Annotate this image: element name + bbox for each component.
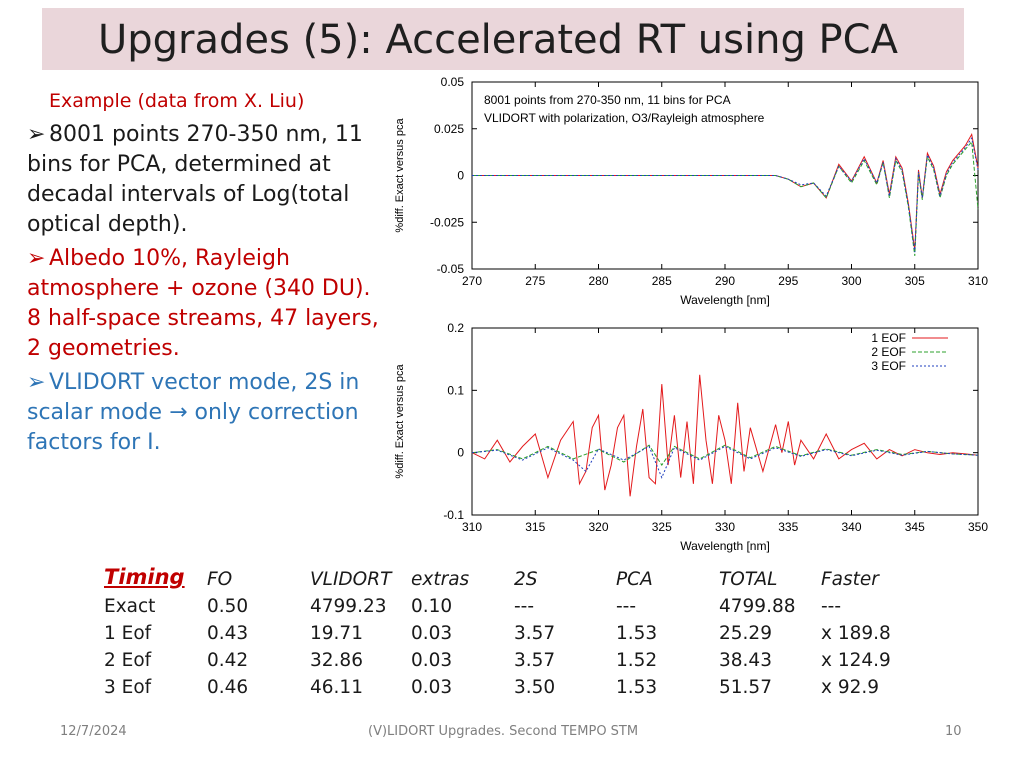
arrow-bullet-icon: ➢	[27, 122, 46, 147]
cell-2s: 3.57	[514, 650, 556, 671]
row-name: Exact	[104, 596, 156, 617]
row-name: 1 Eof	[104, 623, 152, 644]
cell-extras: 0.03	[411, 650, 453, 671]
right-arrow-icon: →	[169, 400, 188, 425]
chart-top-svg	[388, 72, 994, 318]
series-line-3	[472, 446, 978, 477]
chart-annotation: VLIDORT with polarization, O3/Rayleigh atmosphere	[484, 111, 765, 125]
series-line-1	[472, 134, 978, 250]
footer-date: 12/7/2024	[60, 724, 127, 739]
x-tick-label: 275	[525, 274, 546, 288]
series-line-2	[472, 142, 978, 256]
bullet-text: VLIDORT vector mode, 2S in scalar mode	[27, 370, 360, 425]
chart-annotation: 8001 points from 270-350 nm, 11 bins for PCA	[484, 93, 731, 107]
bullet-text: 8001 points 270-350 nm, 11 bins for PCA, determined at decadal intervals of Log(total optical depth).	[27, 122, 363, 237]
x-tick-label: 310	[461, 520, 483, 534]
bullet-text: only correction factors for I.	[27, 400, 359, 455]
x-tick-label: 290	[714, 274, 736, 288]
footer-title: (V)LIDORT Upgrades. Second TEMPO STM	[368, 724, 639, 739]
cell-faster: x 92.9	[821, 677, 880, 698]
x-tick-label: 270	[461, 274, 483, 288]
x-tick-label: 325	[651, 520, 672, 534]
y-tick-label: -0.025	[429, 215, 464, 230]
cell-pca: ---	[616, 596, 637, 617]
cell-faster: ---	[821, 596, 842, 617]
x-tick-label: 285	[651, 274, 672, 288]
title-bar	[42, 8, 964, 70]
x-tick-label: 280	[588, 274, 609, 288]
y-tick-label: 0.05	[440, 75, 464, 89]
y-tick-label: 0	[457, 445, 464, 460]
x-tick-label: 335	[778, 520, 799, 534]
x-tick-label: 295	[778, 274, 799, 288]
arrow-bullet-icon: ➢	[27, 370, 46, 395]
cell-vlidort: 32.86	[310, 650, 363, 671]
cell-total: 25.29	[719, 623, 772, 644]
x-tick-label: 340	[841, 520, 862, 534]
cell-2s: 3.57	[514, 623, 556, 644]
cell-faster: x 124.9	[821, 650, 891, 671]
header-fo: FO	[207, 569, 233, 590]
bullet-text: Albedo 10%, Rayleigh atmosphere + ozone (340 DU). 8 half-space streams, 47 layers, 2 geometries.	[27, 246, 379, 361]
x-tick-label: 310	[967, 274, 989, 288]
legend-label: 1 EOF	[871, 331, 906, 345]
cell-extras: 0.03	[411, 623, 453, 644]
x-axis-label: Wavelength [nm]	[680, 293, 770, 307]
bullet-vlidort-mode	[27, 368, 382, 458]
x-axis-label: Wavelength [nm]	[680, 539, 770, 553]
x-tick-label: 320	[588, 520, 609, 534]
series-line-1	[472, 375, 978, 497]
x-tick-label: 345	[904, 520, 925, 534]
slide-title: Upgrades (5): Accelerated RT using PCA	[98, 17, 898, 63]
cell-faster: x 189.8	[821, 623, 891, 644]
page-number: 10	[945, 724, 962, 739]
legend-label: 2 EOF	[871, 345, 906, 359]
cell-vlidort: 4799.23	[310, 596, 387, 617]
legend-label: 3 EOF	[871, 359, 906, 373]
cell-pca: 1.52	[616, 650, 658, 671]
x-tick-label: 300	[841, 274, 862, 288]
x-tick-label: 315	[525, 520, 546, 534]
cell-fo: 0.46	[207, 677, 249, 698]
example-note: Example (data from X. Liu)	[49, 90, 305, 112]
chart-bottom-310-350	[388, 318, 994, 564]
bullet-points-info	[27, 120, 382, 240]
bullet-column	[27, 90, 382, 462]
header-pca: PCA	[616, 569, 653, 590]
cell-2s: 3.50	[514, 677, 556, 698]
row-name: 2 Eof	[104, 650, 152, 671]
header-total: TOTAL	[719, 569, 778, 590]
cell-vlidort: 19.71	[310, 623, 363, 644]
y-tick-label: 0.2	[447, 321, 464, 335]
cell-extras: 0.03	[411, 677, 453, 698]
cell-vlidort: 46.11	[310, 677, 363, 698]
cell-pca: 1.53	[616, 623, 658, 644]
cell-extras: 0.10	[411, 596, 453, 617]
header-extras: extras	[411, 569, 470, 590]
series-line-3	[472, 138, 978, 252]
y-tick-label: 0.1	[447, 383, 464, 398]
bullet-atmosphere-info	[27, 244, 382, 364]
x-tick-label: 305	[904, 274, 925, 288]
header-faster: Faster	[821, 569, 879, 590]
y-tick-label: -0.05	[436, 262, 464, 276]
x-tick-label: 350	[967, 520, 989, 534]
chart-top-270-310	[388, 72, 994, 318]
y-axis-label: %diff. Exact versus pca	[394, 118, 406, 233]
chart-bottom-svg	[388, 318, 994, 564]
cell-fo: 0.43	[207, 623, 249, 644]
y-tick-label: 0	[457, 168, 464, 183]
arrow-bullet-icon: ➢	[27, 246, 46, 271]
cell-total: 4799.88	[719, 596, 796, 617]
cell-total: 51.57	[719, 677, 772, 698]
cell-total: 38.43	[719, 650, 772, 671]
y-axis-label: %diff. Exact versus pca	[394, 364, 406, 479]
timing-label: Timing	[104, 565, 185, 589]
cell-pca: 1.53	[616, 677, 658, 698]
cell-2s: ---	[514, 596, 535, 617]
header-vlidort: VLIDORT	[310, 569, 392, 590]
cell-fo: 0.42	[207, 650, 249, 671]
x-tick-label: 330	[714, 520, 736, 534]
header-2s: 2S	[514, 569, 538, 590]
y-tick-label: 0.025	[433, 121, 464, 136]
row-name: 3 Eof	[104, 677, 152, 698]
cell-fo: 0.50	[207, 596, 249, 617]
y-tick-label: -0.1	[443, 508, 464, 522]
